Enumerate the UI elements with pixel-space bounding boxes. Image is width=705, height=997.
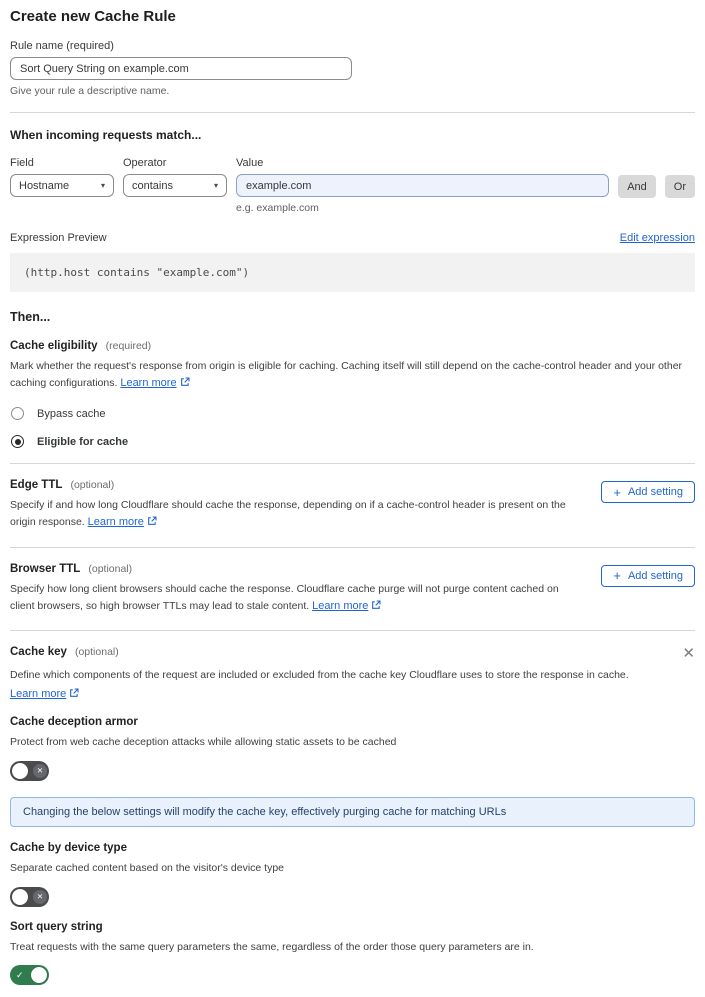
cache-key-title-row <box>10 646 119 658</box>
learn-more-label: Learn more <box>120 376 177 389</box>
edge-ttl-section <box>10 479 695 531</box>
sort-query-string-description: Treat requests with the same query parameters the same, regardless of the order those query parameters are in. <box>10 940 534 953</box>
then-heading: Then... <box>10 310 51 324</box>
or-button[interactable]: Or <box>665 175 695 198</box>
cache-key-learn-more-row <box>10 688 695 700</box>
browser-ttl-text-block <box>10 563 572 615</box>
sort-query-string-section <box>10 921 695 986</box>
toggle-knob <box>12 763 28 779</box>
chevron-down-icon: ▾ <box>213 181 218 190</box>
cache-by-device-type-title: Cache by device type <box>10 841 127 854</box>
browser-ttl-section <box>10 563 695 615</box>
edge-ttl-description-text: Specify if and how long Cloudflare should cache the response, depending on if a cache-control header is present on the origin response. <box>10 499 566 529</box>
toggle-on-check-icon: ✓ <box>16 969 24 980</box>
field-select[interactable] <box>10 174 114 197</box>
cache-key-description: Define which components of the request are included or excluded from the cache key Cloudflare uses to store the response in cache. <box>10 669 629 682</box>
edge-ttl-learn-more-link[interactable] <box>88 516 157 528</box>
edge-ttl-description <box>10 497 572 531</box>
plus-icon: + <box>613 484 621 500</box>
divider <box>10 630 695 631</box>
cache-eligibility-learn-more-link[interactable] <box>120 377 189 389</box>
operator-select[interactable] <box>123 174 227 197</box>
cache-eligibility-required-tag: (required) <box>105 340 152 352</box>
cache-key-warning-banner: Changing the below settings will modify the cache key, effectively purging cache for matching URLs <box>10 797 695 827</box>
cache-deception-armor-description: Protect from web cache deception attacks while allowing static assets to be cached <box>10 735 397 748</box>
add-setting-label: Add setting <box>627 486 683 499</box>
expression-code-box: (http.host contains "example.com") <box>10 253 695 292</box>
edge-ttl-optional-tag: (optional) <box>70 479 115 492</box>
learn-more-label: Learn more <box>312 599 369 612</box>
browser-ttl-description <box>10 581 572 615</box>
external-link-icon <box>69 688 79 698</box>
value-label: Value <box>236 157 264 169</box>
field-select-value: Hostname <box>19 179 70 192</box>
browser-ttl-title: Browser TTL <box>10 562 81 575</box>
edge-ttl-title: Edge TTL <box>10 479 63 492</box>
cache-by-device-type-section <box>10 842 695 907</box>
cache-key-title: Cache key <box>10 646 67 659</box>
divider <box>10 547 695 548</box>
cache-eligibility-title-row <box>10 340 695 352</box>
browser-ttl-optional-tag: (optional) <box>88 562 133 575</box>
toggle-knob <box>12 889 28 905</box>
chevron-down-icon: ▾ <box>100 181 105 190</box>
cache-deception-armor-section <box>10 716 695 781</box>
cache-eligibility-title: Cache eligibility <box>10 340 98 352</box>
edge-ttl-add-setting-button[interactable] <box>601 481 695 503</box>
plus-icon: + <box>613 568 621 584</box>
toggle-knob <box>31 967 47 983</box>
edit-expression-link[interactable]: Edit expression <box>619 232 695 244</box>
bypass-cache-option[interactable] <box>10 407 695 420</box>
value-column <box>236 157 609 214</box>
cache-eligibility-section <box>10 340 695 448</box>
eligible-for-cache-label: Eligible for cache <box>37 435 129 448</box>
rule-name-label: Rule name (required) <box>10 40 114 52</box>
cache-deception-armor-title: Cache deception armor <box>10 715 138 728</box>
radio-selected-icon[interactable] <box>11 435 24 448</box>
eligible-for-cache-option[interactable] <box>10 435 695 448</box>
add-setting-label: Add setting <box>627 569 683 582</box>
cache-key-section-header <box>10 646 695 661</box>
expression-preview-row <box>10 232 695 244</box>
external-link-icon <box>180 377 190 387</box>
rule-name-helper: Give your rule a descriptive name. <box>10 85 170 97</box>
match-section-heading: When incoming requests match... <box>10 128 202 142</box>
radio-unselected-icon[interactable] <box>11 407 24 420</box>
browser-ttl-add-setting-button[interactable] <box>601 565 695 587</box>
edge-ttl-text-block <box>10 479 572 531</box>
external-link-icon <box>147 516 157 526</box>
learn-more-label: Learn more <box>87 516 144 529</box>
cache-by-device-type-description: Separate cached content based on the visitor's device type <box>10 861 285 874</box>
and-button[interactable]: And <box>618 175 656 198</box>
sort-query-string-toggle[interactable] <box>10 965 49 985</box>
field-label: Field <box>10 157 34 169</box>
bypass-cache-label: Bypass cache <box>37 407 106 420</box>
toggle-off-x-icon: ✕ <box>33 890 47 904</box>
rule-name-input[interactable] <box>10 57 352 80</box>
cache-deception-armor-toggle[interactable] <box>10 761 49 781</box>
value-helper: e.g. example.com <box>236 202 319 214</box>
cache-eligibility-description-text: Mark whether the request's response from origin is eligible for caching. Caching itself will still depend on the cache-control header and your other caching configurations. <box>10 360 683 389</box>
toggle-off-x-icon: ✕ <box>33 764 47 778</box>
divider <box>10 463 695 464</box>
browser-ttl-learn-more-link[interactable] <box>312 600 381 612</box>
divider <box>10 112 695 113</box>
browser-ttl-description-text: Specify how long client browsers should cache the response. Cloudflare cache purge will not purge content cached on client browsers, so high browser TTLs may lead to stale content. <box>10 582 559 612</box>
operator-select-value: contains <box>132 179 173 192</box>
sort-query-string-title: Sort query string <box>10 920 103 933</box>
cache-eligibility-description <box>10 358 695 392</box>
expression-preview-label: Expression Preview <box>10 232 107 244</box>
operator-label: Operator <box>123 157 167 169</box>
field-column <box>10 157 114 197</box>
close-icon[interactable]: ✕ <box>682 645 695 663</box>
page-title: Create new Cache Rule <box>10 8 176 25</box>
cache-by-device-type-toggle[interactable] <box>10 887 49 907</box>
external-link-icon <box>371 600 381 610</box>
match-builder-row <box>10 157 695 214</box>
value-input[interactable] <box>236 174 609 197</box>
cache-key-optional-tag: (optional) <box>74 646 119 659</box>
operator-column <box>123 157 227 197</box>
cache-key-learn-more-link[interactable] <box>10 688 79 700</box>
learn-more-label: Learn more <box>10 687 67 700</box>
